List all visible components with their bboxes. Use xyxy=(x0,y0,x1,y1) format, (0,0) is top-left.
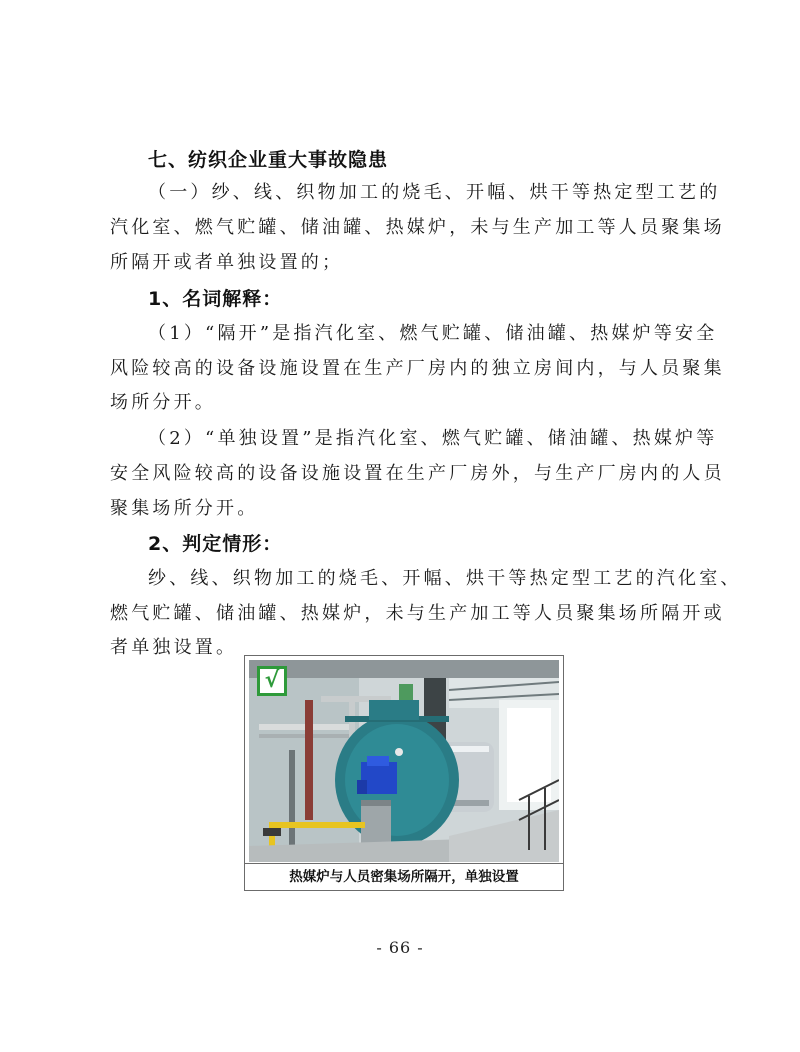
criteria-line-2: 燃气贮罐、储油罐、热媒炉，未与生产加工等人员聚集场所隔开或 xyxy=(110,603,725,624)
criteria-line-1: 纱、线、织物加工的烧毛、开幅、烘干等热定型工艺的汽化室、 xyxy=(148,568,742,589)
definition-2-line-1: （2）“单独设置”是指汽化室、燃气贮罐、储油罐、热媒炉等 xyxy=(148,428,718,449)
item-heading-line-2: 汽化室、燃气贮罐、储油罐、热媒炉，未与生产加工等人员聚集场 xyxy=(110,217,725,238)
definitions-heading: 1、名词解释： xyxy=(148,288,283,310)
definition-1-line-1: （1）“隔开”是指汽化室、燃气贮罐、储油罐、热媒炉等安全 xyxy=(148,323,718,344)
definition-1-line-3: 场所分开。 xyxy=(110,392,216,413)
criteria-heading: 2、判定情形： xyxy=(148,533,283,555)
figure-caption: 热媒炉与人员密集场所隔开，单独设置 xyxy=(245,863,563,890)
boiler-room-photo xyxy=(249,660,559,862)
page-number: - 66 - xyxy=(376,938,424,957)
item-heading-line-1: （一）纱、线、织物加工的烧毛、开幅、烘干等热定型工艺的 xyxy=(148,182,721,203)
item-heading-line-3: 所隔开或者单独设置的； xyxy=(110,252,344,273)
definition-2-line-2: 安全风险较高的设备设施设置在生产厂房外，与生产厂房内的人员 xyxy=(110,463,725,484)
check-mark-icon: √ xyxy=(257,666,287,696)
definition-1-line-2: 风险较高的设备设施设置在生产厂房内的独立房间内，与人员聚集 xyxy=(110,358,725,379)
example-figure xyxy=(244,655,564,891)
section-title: 七、纺织企业重大事故隐患 xyxy=(148,149,389,171)
definition-2-line-3: 聚集场所分开。 xyxy=(110,498,259,519)
criteria-line-3: 者单独设置。 xyxy=(110,637,238,658)
